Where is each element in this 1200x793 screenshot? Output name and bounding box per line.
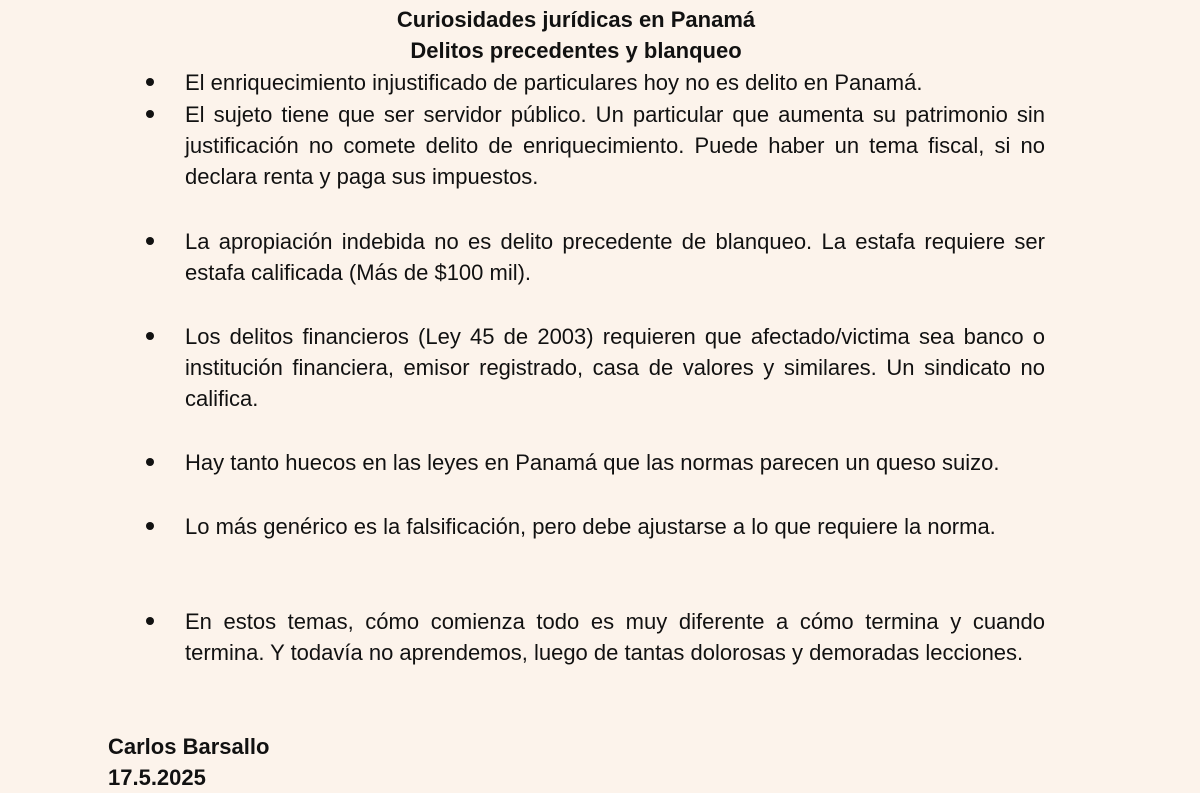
bullet-item: [185, 99, 1045, 192]
bullet-item: [185, 606, 1045, 668]
bullet-dot-icon: [146, 237, 154, 245]
bullet-dot-icon: [146, 78, 154, 86]
bullet-dot-icon: [146, 332, 154, 340]
bullet-text: La apropiación indebida no es delito precedente de blanqueo. La estafa requiere ser estafa calificada (Más de $100 mil).: [185, 229, 1045, 285]
bullet-text: En estos temas, cómo comienza todo es muy diferente a cómo termina y cuando termina. Y todavía no aprendemos, luego de tantas dolorosas y demoradas lecciones.: [185, 609, 1045, 665]
document-subtitle: Delitos precedentes y blanqueo: [410, 38, 742, 63]
bullet-item: [185, 511, 1045, 542]
bullet-item: [185, 226, 1045, 288]
signature-date: 17.5.2025: [108, 765, 206, 790]
bullet-dot-icon: [146, 110, 154, 118]
bullet-text: El sujeto tiene que ser servidor público. Un particular que aumenta su patrimonio sin justificación no comete delito de enriquecimiento. Puede haber un tema fiscal, si no declara renta y paga sus impuestos.: [185, 102, 1045, 189]
bullet-item: [185, 321, 1045, 414]
bullet-item: [185, 447, 1045, 478]
bullet-text: Los delitos financieros (Ley 45 de 2003) requieren que afectado/victima sea banco o institución financiera, emisor registrado, casa de valores y similares. Un sindicato no califica.: [185, 324, 1045, 411]
document-title: Curiosidades jurídicas en Panamá: [396, 7, 756, 32]
bullet-item: [185, 67, 1045, 98]
author-name: Carlos Barsallo: [108, 734, 270, 759]
bullet-dot-icon: [146, 458, 154, 466]
bullet-text: Lo más genérico es la falsificación, pero debe ajustarse a lo que requiere la norma.: [185, 514, 996, 539]
bullet-dot-icon: [146, 617, 154, 625]
bullet-text: El enriquecimiento injustificado de particulares hoy no es delito en Panamá.: [185, 70, 923, 95]
bullet-text: Hay tanto huecos en las leyes en Panamá que las normas parecen un queso suizo.: [185, 450, 1000, 475]
bullet-dot-icon: [146, 522, 154, 530]
